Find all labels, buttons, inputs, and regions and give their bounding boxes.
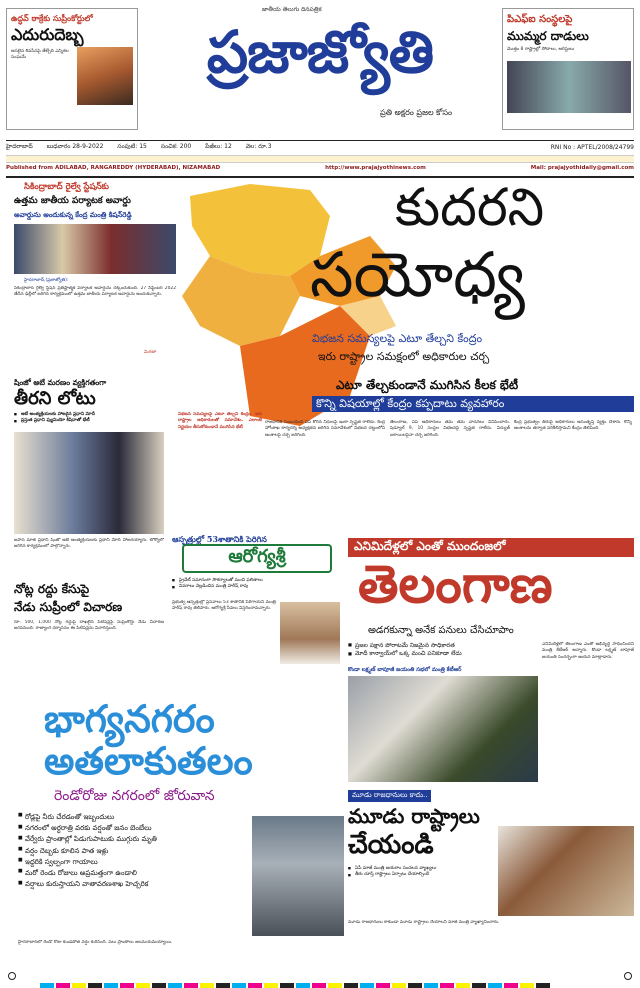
teaser-kicker: పిఎఫ్‌ఐ సంస్థలపై [507,14,573,25]
list-item: ■ ప్రస్తుత ప్రధాని ఫ్యుమియో కిషిదాతో భేటీ [14,418,164,424]
list-item: ■ వర్షాలు కురుస్తాయని వాతావరణశాఖ హెచ్చరిక [18,879,250,890]
lead-body-2: తెలంగాణ, ఏపీ అధికారులు తమ తమ వాదనలు వినిపించారు. షెడ్యూల్ 9, 10 సంస్థల విభజనపై స్పష్టత రాలేదు. విద్యుత్ బకాయిలపైనా చర్చ జరిగింది. [390,420,510,438]
arogya-story[interactable] [172,534,342,694]
list-item: ■ అబే అంత్యక్రియలకు హాజరైన ప్రధాని మోదీ [14,412,164,418]
list-item: ■ మోదీ కాన్వాయ్‌లో ఒక్క మంచి పనికూడా లేదు [348,650,538,658]
dateline-price: వెల: రూ.3 [245,143,272,150]
rain-headline-1: భాగ్యనగరం [44,696,215,741]
registration-mark-right [624,972,632,980]
right-teaser[interactable] [502,8,634,130]
telangana-headline: తెలంగాణ [358,554,553,615]
list-item: ■ నగరంలో అర్ధరాత్రి వరకు వర్షంతో జనం బెంబేలు [18,823,250,834]
rain-story[interactable] [14,696,344,968]
published-from: Published from ADILABAD, RANGAREDDY (HYDERABAD), NIZAMABAD [6,165,221,171]
uddhav-photo [77,47,133,105]
list-item: ■ మరో రెండు రోజులు అప్రమత్తంగా ఉండాలి [18,868,250,879]
arogya-headline: ఆరోగ్యశ్రీ [182,544,332,573]
teaser-sub: అసలైన శివసేనపై తేల్చేది ఎన్నికల సంఘమే [11,49,69,61]
notes-body: రూ. 500, 1,000 నోట్ల రద్దుపై దాఖలైన పిటిషన్లపై సుప్రీంకోర్టు నేడు విచారణ జరపనుంది. రాజ్యాంగ ధర్మాసనం ఈ పిటిషన్లను విచారిస్తుంది. [14,620,164,632]
print-color-bar [40,974,600,982]
arogya-body: ప్రభుత్వ ఆస్పత్రుల్లో ప్రసవాలు 53 శాతానికి పెరిగాయని మంత్రి హరీష్ రావు తెలిపారు. ఆరోగ్యశ్రీ సేవలు విస్తరించామన్నారు. [172,600,276,612]
rain-headline-2: అతలాకుతలం [44,738,253,783]
lead-headline-2: సయోధ్య [310,238,525,311]
harish-rao-photo [280,602,340,664]
teaser-headline: ఎదురుదెబ్బ [11,25,84,44]
list-item: ■ ఏపీ మాజీ మంత్రి జయరాం సంచలన వ్యాఖ్యలు [348,866,488,872]
notes-headline-1: నోట్ల రద్దు కేసుపై [14,582,90,596]
website-link[interactable]: http://www.prajajyothinews.com [325,165,426,171]
lead-deck-1: విభజన సమస్యలపై ఎటూ తేల్చని కేంద్రం [312,332,483,345]
telangana-body: ఎనిమిదేళ్లలో తెలంగాణ ఎంతో అభివృద్ధి సాధించిందని మంత్రి కేటీఆర్ అన్నారు. కొండా లక్ష్మణ్ బాపూజీ జయంతి సందర్భంగా ఆయన మాట్లాడారు. [542,642,634,660]
masthead [0,0,640,140]
award-photo [14,224,176,274]
shinzo-bullets [14,412,164,425]
shinzo-body: జపాన్ మాజీ ప్రధాని షింజో అబే అంత్యక్రియలకు ప్రధాని మోదీ హాజరయ్యారు. టోక్యోలో జరిగిన కార్యక్రమంలో పాల్గొన్నారు. [14,538,164,550]
capitals-headline-1: మూడు రాష్ట్రాలు [348,804,480,828]
dateline-rni: RNI No : APTEL/2008/24799 [550,143,634,151]
capitals-headline-2: చేయండి [348,830,434,860]
telangana-bullets [348,642,538,659]
list-item: ■ ప్రైవేట్ సమానంగా సౌకర్యాలతో మంచి ఫలితాలు [172,578,340,584]
mail-address[interactable]: Mail: prajajyothidaily@gmail.com [530,165,634,171]
lead-deck-4: కొన్ని విషయాల్లో కేంద్రం కప్పదాటు వ్యవహారం [312,396,634,412]
tagline-top: జాతీయ తెలుగు దినపత్రిక [262,6,322,13]
dateline [6,142,634,152]
capitals-bullets [348,866,488,879]
list-item: ■ వేర్వేరు ప్రాంతాల్లో పిడుగుపాటుకు ముగ్గురు మృతి [18,834,250,845]
list-item: ■ తీరు చూస్తే రాష్ట్రాలు ఏర్పాటు చేయాల్సిందే [348,872,488,878]
jayaram-photo [498,826,634,916]
award-kicker: సికింద్రాబాద్ రైల్వే స్టేషన్‌కు [24,182,109,192]
list-item: ■ ప్రజల పక్షాన పోరాటమే నిజమైన సాధికారత [348,642,538,650]
list-item: ■ వర్షం దెబ్బకు కూలిన పాత ఇళ్లు [18,846,250,857]
logo[interactable]: ప్రజాజ్యోతి [206,18,434,86]
rain-deck: రెండోరోజు నగరంలో జోరువాన [54,788,215,804]
capitals-body: మూడు రాజధానులు కాకుండా మూడు రాష్ట్రాలు చేయాలని మాజీ మంత్రి వ్యాఖ్యానించారు. [348,920,500,925]
notes-headline-2: నేడు సుప్రీంలో విచారణ [14,600,123,614]
lead-deck-2: ఇరు రాష్ట్రాల సమక్షంలో అధికారుల చర్చ [318,350,490,363]
left-teaser[interactable] [6,8,138,130]
lead-headline-1: కుదరని [395,178,545,238]
dateline-date: బుధవారం 28-9-2022 [46,143,104,150]
shinzo-headline: తీరని లోటు [14,388,96,409]
shinzo-story[interactable] [14,378,166,578]
award-body: సికింద్రాబాద్ రైల్వే స్టేషన్ ప్రతిష్టాత్మక పర్యాటక అవార్డును దక్కించుకుంది. 27 సెప్టెంబర్ 2022 తేదీన ఢిల్లీలో జరిగిన కార్యక్రమంలో ఉత్తమ జాతీయ పర్యాటక అవార్డును అందుకున్నారు. [14,286,176,298]
lead-body-1: రాజధానికి సంబంధించి ఏపీ కోరిన నిధులపై ఇంకా స్పష్టత రాలేదు. కేంద్ర హోంశాఖ కార్యదర్శి అధ్యక్షతన జరిగిన సమావేశంలో విభజన చట్టంలోని అంశాలపై చర్చ జరిగింది. [265,420,385,438]
dateline-vol: సంపుటి: 15 [117,143,147,150]
teaser-sub: మొత్తం 8 రాష్ట్రాల్లో సోదాలు, అరెస్టులు [507,47,575,52]
lead-body-3: కేంద్ర ప్రభుత్వం తీరుపై అధికారులు అసంతృప్తి వ్యక్తం చేశారు. కొన్ని అంశాలను తర్వాత పరిశీలిస్తామని కేంద్రం తెలిపింది. [514,420,632,432]
modi-kishida-photo [14,432,164,534]
publish-bar [6,165,634,175]
teaser-headline: ముమ్మర దాడులు [507,29,589,43]
telangana-kicker: ఎనిమిదేళ్లలో ఎంతో ముందంజలో [348,538,634,557]
award-more[interactable]: మిగతా [144,350,157,355]
ktr-rally-photo [348,676,538,782]
lead-deck-3: ఎటూ తేల్చకుండానే ముగిసిన కీలక భేటీ [336,378,519,392]
teaser-kicker: ఉద్ధవ్ ఠాక్రేకు సుప్రీంకోర్టులో [11,13,93,23]
rain-body: హైదరాబాద్‌లో రెండో రోజు కుండపోత వర్షం కురిసింది. పలు ప్రాంతాలు జలమయమయ్యాయి. [18,940,173,945]
award-sub: అవార్డును అందుకున్న కేంద్ర మంత్రి కిషన్‌రెడ్డి [14,210,132,219]
notes-story[interactable] [14,582,166,692]
panchang-strip [6,155,634,163]
rain-bullets [18,812,250,890]
award-headline: ఉత్తమ జాతీయ పర్యాటక అవార్డు [14,196,131,206]
dateline-city: హైదరాబాద్ [6,143,33,150]
capitals-story[interactable] [348,790,634,970]
capitals-kicker: మూడు రాజధానులు కాదు.. [348,790,431,802]
shinzo-kicker: షింజో అబే మరణం వ్యక్తిగతంగా [14,378,107,387]
telangana-deck: అడగకున్నా అనేక పనులు చేసిచూపాం [368,625,514,636]
telangana-photo-caption: కొండా లక్ష్మణ్ బాపూజీ జయంతి సభలో మంత్రి కేటీఆర్ [348,667,462,673]
slogan: ప్రతి అక్షరం ప్రజల కోసం [380,108,453,117]
award-story[interactable] [14,182,179,372]
arogya-bullets [172,578,340,591]
pfi-raid-photo [507,61,631,113]
list-item: ■ రోడ్లపై నీరు చేరడంతో ఇబ్బందులు [18,812,250,823]
registration-mark-left [8,972,16,980]
telangana-story[interactable] [348,538,634,788]
map-caption: విభజన సమస్యలపై ఎటూ తేల్చని కేంద్రం. ఇరు రాష్ట్రాల అధికారులతో సమావేశం. ఎలాంటి నిర్ణయం తీసుకోకుండానే ముగిసిన భేటీ [178,412,262,430]
list-item: ■ ఇద్దరికి స్వల్పంగా గాయాలు [18,857,250,868]
rain-photo [252,816,344,936]
dateline-issue: సంచిక: 200 [160,143,192,150]
list-item: ■ వివరాలు వెల్లడించిన మంత్రి హరీష్ రావు [172,584,340,590]
dateline-pages: పేజీలు: 12 [205,143,232,150]
arogya-kicker: ఆస్పత్రుల్లో 53శాతానికి పెరిగిన [172,534,267,544]
award-byline: హైదరాబాద్,(ప్రజాజ్యోతి): [24,278,69,283]
